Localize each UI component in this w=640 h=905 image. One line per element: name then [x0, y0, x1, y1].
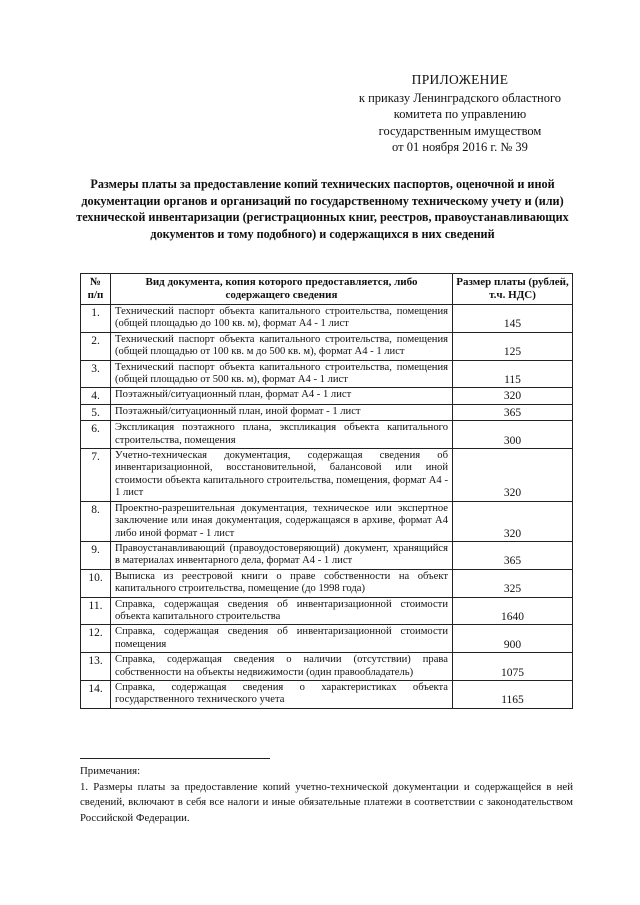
table-row — [81, 404, 573, 420]
fee-table-header — [81, 274, 573, 305]
row-document: Выписка из реестровой книги о праве собственности на объект капитального строительства, помещение (до 1998 года) — [111, 569, 453, 597]
notes-heading: Примечания: — [80, 765, 141, 777]
row-price: 365 — [453, 404, 573, 420]
table-row — [81, 501, 573, 541]
appendix-line-3: государственным имуществом — [378, 123, 542, 138]
appendix-line-1: к приказу Ленинградского областного — [358, 90, 562, 105]
fee-table — [80, 273, 573, 709]
document-title: Размеры платы за предоставление копий технических паспортов, оценочной и иной документации органов и организаций по государственному техническому учету и (или) технической инвентаризации (регистрационных книг, реестров, правоустанавливающих документов и тому подобного) и содержащихся в них сведений — [76, 177, 569, 241]
row-price: 1165 — [453, 680, 573, 708]
row-price: 320 — [453, 501, 573, 541]
row-price: 125 — [453, 332, 573, 360]
row-number: 4. — [81, 388, 111, 404]
row-document: Поэтажный/ситуационный план, иной формат - 1 лист — [111, 404, 453, 420]
row-price: 115 — [453, 360, 573, 388]
row-number: 7. — [81, 449, 111, 502]
table-row — [81, 332, 573, 360]
row-price: 320 — [453, 449, 573, 502]
row-document: Экспликация поэтажного плана, экспликация объекта капитального строительства, помещения — [111, 421, 453, 449]
row-number: 11. — [81, 597, 111, 625]
row-number: 14. — [81, 680, 111, 708]
notes-block — [80, 764, 573, 826]
notes-divider — [80, 758, 270, 759]
row-number: 5. — [81, 404, 111, 420]
row-document: Справка, содержащая сведения об инвентаризационной стоимости объекта капитального строительства — [111, 597, 453, 625]
row-number: 6. — [81, 421, 111, 449]
row-document: Проектно-разрешительная документация, техническое или экспертное заключение или иная документация, содержащаяся в архиве, формат А4 либо иной формат - 1 лист — [111, 501, 453, 541]
table-row — [81, 653, 573, 681]
table-row — [81, 449, 573, 502]
row-number: 10. — [81, 569, 111, 597]
row-document: Технический паспорт объекта капитального строительства, помещения (общей площадью от 500 кв. м), формат А4 - 1 лист — [111, 360, 453, 388]
row-number: 9. — [81, 541, 111, 569]
fee-table-body — [81, 305, 573, 709]
row-document: Учетно-техническая документация, содержащая сведения об инвентаризационной, восстановительной, балансовой или иной стоимости объекта капитального строительства, помещения, формат А4 - 1 лист — [111, 449, 453, 502]
row-document: Технический паспорт объекта капитального строительства, помещения (общей площадью от 100 кв. м до 500 кв. м), формат А4 - 1 лист — [111, 332, 453, 360]
note-1: 1. Размеры платы за предоставление копий учетно-технической документации и содержащейся в ней сведений, включают в себя все налоги и иные обязательные платежи в соответствии с законодательством Российской Федерации. — [80, 780, 573, 824]
row-price: 145 — [453, 305, 573, 333]
table-row — [81, 388, 573, 404]
row-price: 900 — [453, 625, 573, 653]
header-num: № п/п — [81, 274, 111, 305]
table-row — [81, 421, 573, 449]
row-number: 2. — [81, 332, 111, 360]
row-price: 1075 — [453, 653, 573, 681]
row-price: 320 — [453, 388, 573, 404]
row-document: Технический паспорт объекта капитального строительства, помещения (общей площадью до 100 кв. м), формат А4 - 1 лист — [111, 305, 453, 333]
row-number: 13. — [81, 653, 111, 681]
row-number: 12. — [81, 625, 111, 653]
row-number: 8. — [81, 501, 111, 541]
row-document: Справка, содержащая сведения о наличии (отсутствии) права собственности на объекты недвижимости (один правообладатель) — [111, 653, 453, 681]
appendix-line-2: комитета по управлению — [393, 107, 527, 121]
row-document: Справка, содержащая сведения о характеристиках объекта государственного технического учета — [111, 680, 453, 708]
appendix-heading: ПРИЛОЖЕНИЕ — [411, 72, 509, 87]
table-row — [81, 569, 573, 597]
table-row — [81, 625, 573, 653]
appendix-line-4: от 01 ноября 2016 г. № 39 — [392, 140, 528, 154]
table-row — [81, 305, 573, 333]
table-row — [81, 360, 573, 388]
row-document: Правоустанавливающий (правоудостоверяющий) документ, хранящийся в материалах инвентарного дела, формат А4 - 1 лист — [111, 541, 453, 569]
row-document: Справка, содержащая сведения об инвентаризационной стоимости помещения — [111, 625, 453, 653]
row-price: 1640 — [453, 597, 573, 625]
row-price: 365 — [453, 541, 573, 569]
table-row — [81, 597, 573, 625]
header-document: Вид документа, копия которого предоставляется, либо содержащего сведения — [111, 274, 453, 305]
row-number: 1. — [81, 305, 111, 333]
row-price: 325 — [453, 569, 573, 597]
row-number: 3. — [81, 360, 111, 388]
header-price: Размер платы (рублей, т.ч. НДС) — [453, 274, 573, 305]
row-price: 300 — [453, 421, 573, 449]
table-row — [81, 680, 573, 708]
row-document: Поэтажный/ситуационный план, формат А4 - 1 лист — [111, 388, 453, 404]
table-row — [81, 541, 573, 569]
appendix-block — [330, 72, 590, 156]
